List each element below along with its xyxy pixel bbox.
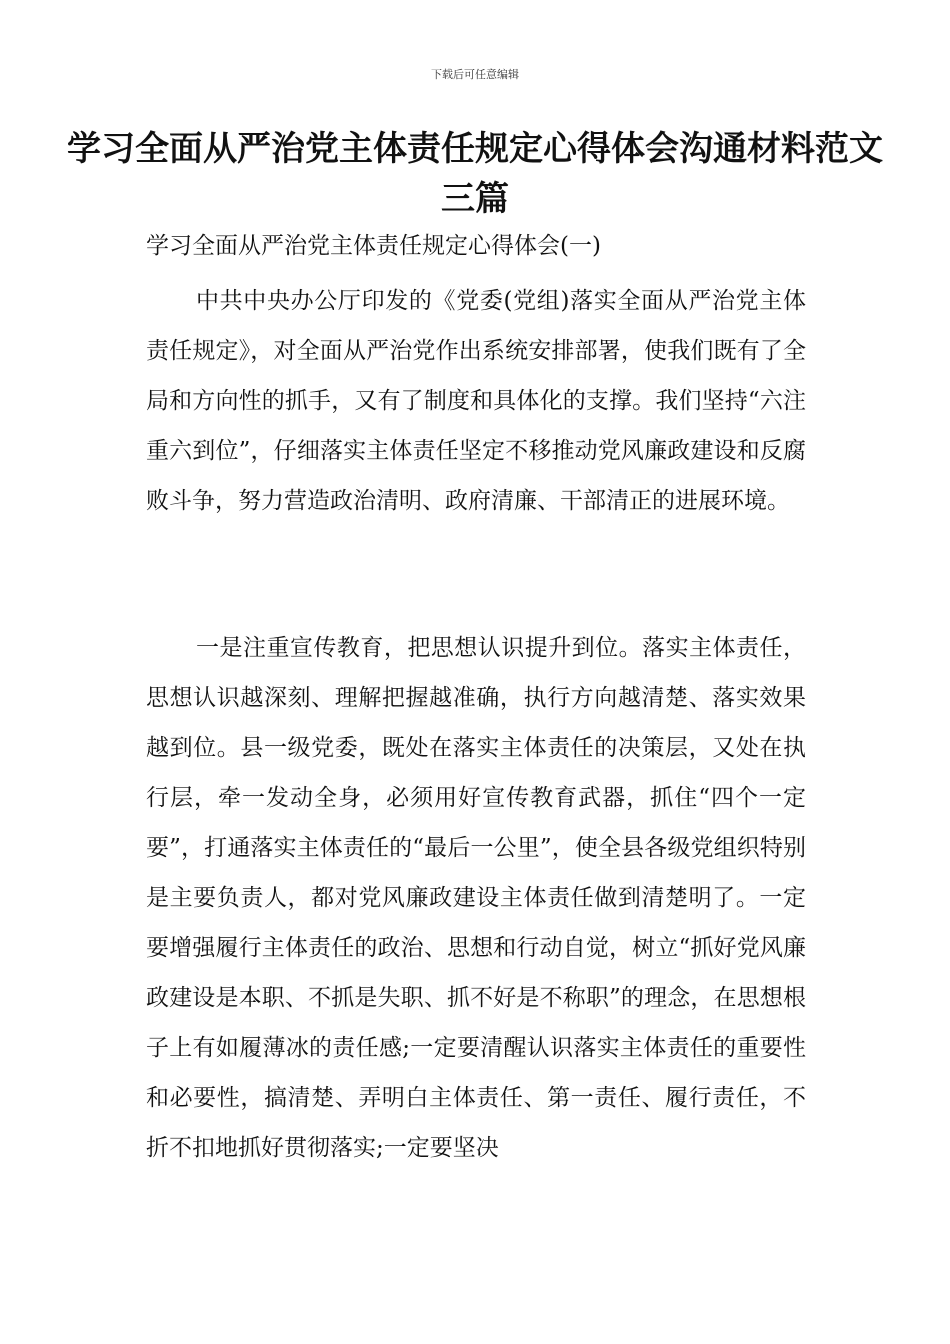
paragraph-intro: 中共中央办公厅印发的《党委(党组)落实全面从严治党主体责任规定》，对全面从严治党作出系统安排部署，使我们既有了全局和方向性的抓手，又有了制度和具体化的支撑。我们坚持“六注重六到位”，仔细落实主体责任坚定不移推动党风廉政建设和反腐败斗争，努力营造政治清明、政府清廉、干部清正的进展环境。: [146, 288, 806, 514]
section-subtitle: 学习全面从严治党主体责任规定心得体会(一): [146, 233, 601, 259]
document-title: 学习全面从严治党主体责任规定心得体会沟通材料范文三篇: [67, 129, 883, 219]
paragraph-point-one: 一是注重宣传教育，把思想认识提升到位。落实主体责任，思想认识越深刻、理解把握越准确，执行方向越清楚、落实效果越到位。县一级党委，既处在落实主体责任的决策层，又处在执行层，牵一发动全身，必须用好宣传教育武器，抓住“四个一定要”，打通落实主体责任的“最后一公里”，使全县各级党组织特别是主要负责人，都对党风廉政建设主体责任做到清楚明了。一定要增强履行主体责任的政治、思想和行动自觉，树立“抓好党风廉政建设是本职、不抓是失职、抓不好是不称职”的理念，在思想根子上有如履薄冰的责任感;一定要清醒认识落实主体责任的重要性和必要性，搞清楚、弄明白主体责任、第一责任、履行责任，不折不扣地抓好贯彻落实;一定要坚决: [146, 635, 806, 1161]
header-note: 下载后可任意编辑: [431, 68, 519, 81]
